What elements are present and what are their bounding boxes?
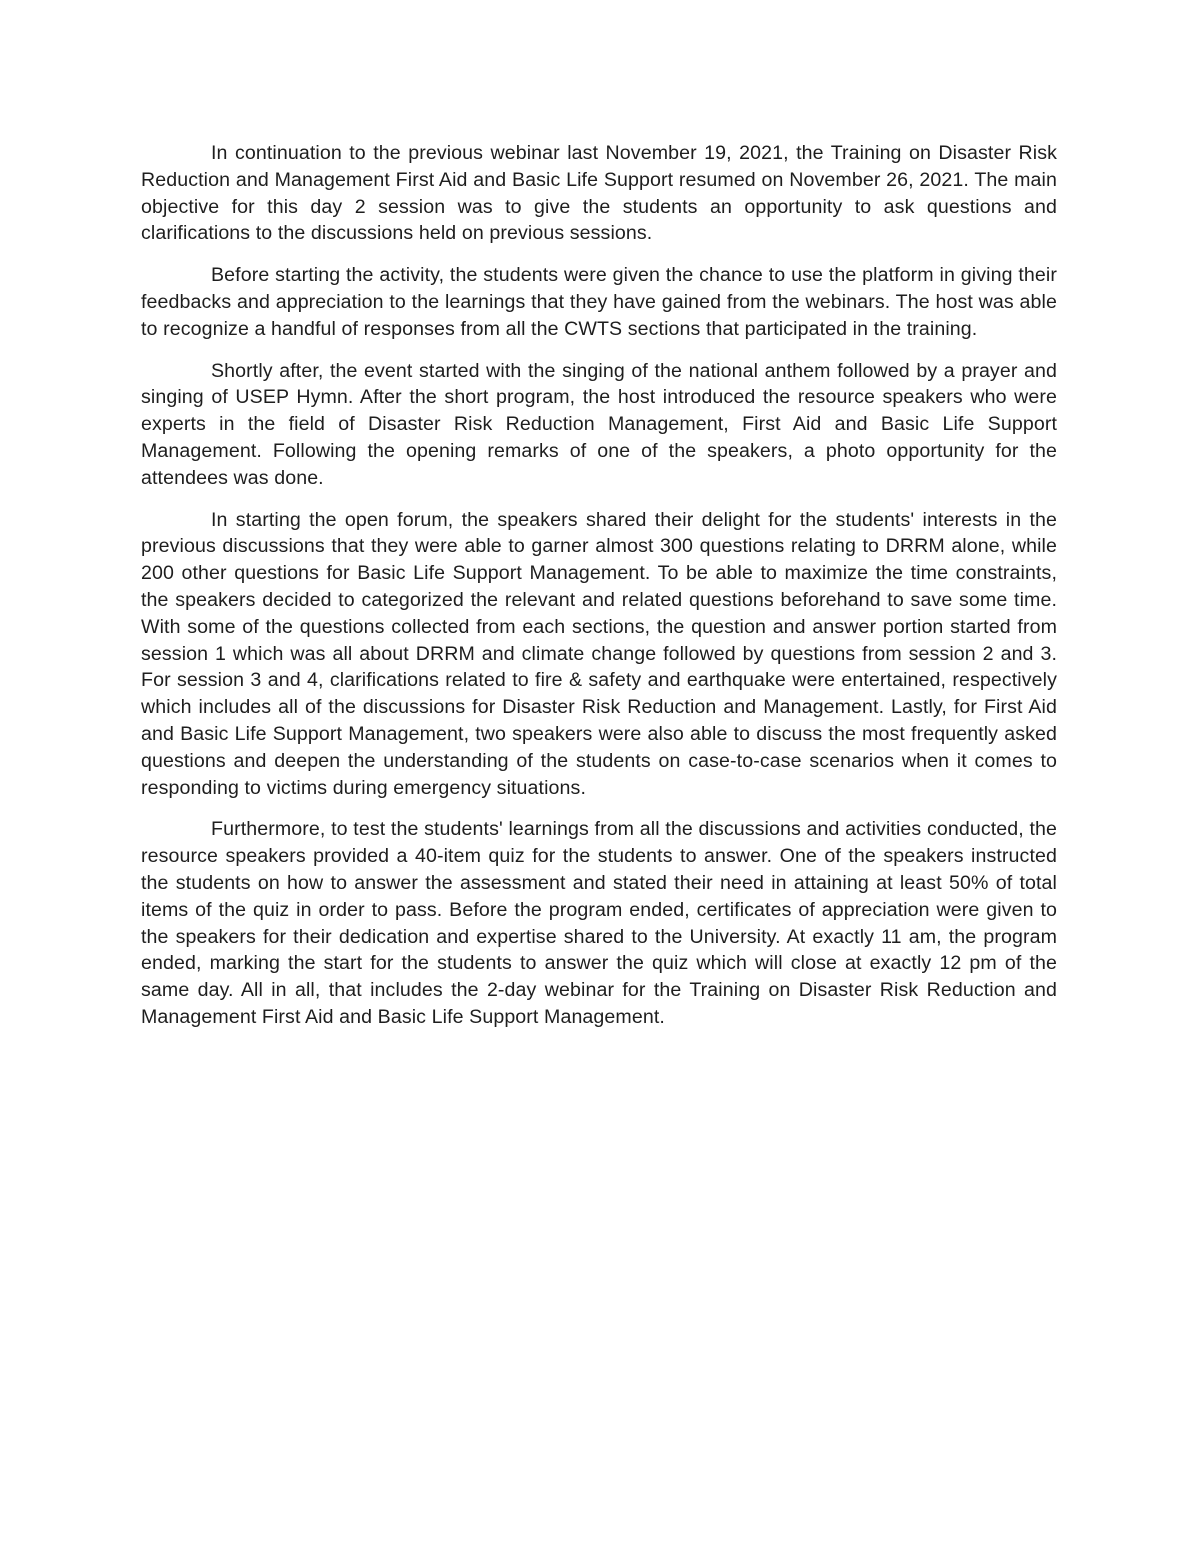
paragraph-1: In continuation to the previous webinar last November 19, 2021, the Training on Disaster Risk Reduction and Management First Aid and Basic Life Support resumed on November 26, 2021. The main objective for this day 2 session was to give the students an opportunity to ask questions and clarifications to the discussions held on previous sessions. [141,142,1057,245]
paragraph-2: Before starting the activity, the students were given the chance to use the platform in giving their feedbacks and appreciation to the learnings that they have gained from the webinars. The host was able to recognize a handful of responses from all the CWTS sections that participated in the training. [141,264,1057,340]
paragraph-3: Shortly after, the event started with the singing of the national anthem followed by a prayer and singing of USEP Hymn. After the short program, the host introduced the resource speakers who were experts in the field of Disaster Risk Reduction Management, First Aid and Basic Life Support Management. Following the opening remarks of one of the speakers, a photo opportunity for the attendees was done. [141,359,1057,489]
document-body [141,140,1057,1046]
paragraph-4: In starting the open forum, the speakers shared their delight for the students' interests in the previous discussions that they were able to garner almost 300 questions relating to DRRM alone, while 200 other questions for Basic Life Support Management. To be able to maximize the time constraints, the speakers decided to categorized the relevant and related questions beforehand to save some time. With some of the questions collected from each sections, the question and answer portion started from session 1 which was all about DRRM and climate change followed by questions from session 2 and 3. For session 3 and 4, clarifications related to fire & safety and earthquake were entertained, respectively which includes all of the discussions for Disaster Risk Reduction and Management. Lastly, for First Aid and Basic Life Support Management, two speakers were also able to discuss the most frequently asked questions and deepen the understanding of the students on case-to-case scenarios when it comes to responding to victims during emergency situations. [141,508,1057,799]
paragraph-5: Furthermore, to test the students' learnings from all the discussions and activities conducted, the resource speakers provided a 40-item quiz for the students to answer. One of the speakers instructed the students on how to answer the assessment and stated their need in attaining at least 50% of total items of the quiz in order to pass. Before the program ended, certificates of appreciation were given to the speakers for their dedication and expertise shared to the University. At exactly 11 am, the program ended, marking the start for the students to answer the quiz which will close at exactly 12 pm of the same day. All in all, that includes the 2-day webinar for the Training on Disaster Risk Reduction and Management First Aid and Basic Life Support Management. [141,818,1057,1028]
